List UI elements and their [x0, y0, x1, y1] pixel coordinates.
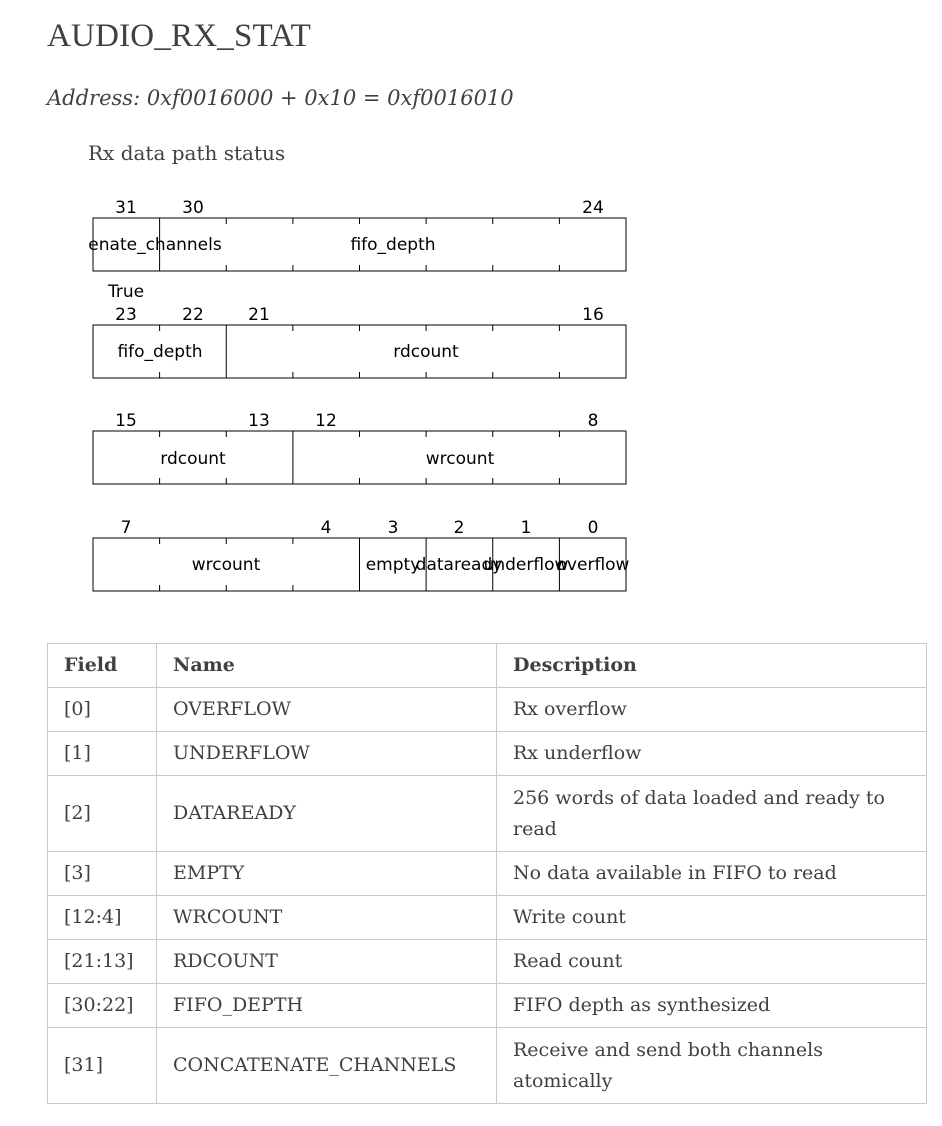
cell-description: Receive and send both channels atomically	[497, 1028, 927, 1104]
cell-description: Rx underflow	[497, 732, 927, 776]
field-label-concatenate-channels: enate_channels	[88, 235, 222, 255]
field-table	[47, 643, 927, 1104]
bit-label-22: 22	[182, 305, 204, 325]
cell-description: Write count	[497, 896, 927, 940]
register-title: AUDIO_RX_STAT	[47, 18, 311, 54]
field-label-overflow: overflow	[556, 555, 630, 575]
table-row	[48, 896, 927, 940]
bitfield-row-2	[93, 305, 626, 378]
table-row	[48, 776, 927, 852]
field-label-rdcount: rdcount	[393, 342, 459, 362]
table-row	[48, 688, 927, 732]
cell-description: Read count	[497, 940, 927, 984]
table-row	[48, 940, 927, 984]
bit-label-13: 13	[248, 411, 270, 431]
field-label-wrcount: wrcount	[425, 449, 495, 469]
field-label-underflow: underflow	[483, 555, 569, 575]
cell-name: UNDERFLOW	[157, 732, 497, 776]
bitfield-row-4	[93, 518, 630, 591]
cell-name: CONCATENATE_CHANNELS	[157, 1028, 497, 1104]
table-header-row	[48, 644, 927, 688]
cell-field: [12:4]	[48, 896, 157, 940]
cell-name: DATAREADY	[157, 776, 497, 852]
bit-label-0: 0	[587, 518, 599, 538]
bit-label-4: 4	[320, 518, 332, 538]
field-label-wrcount: wrcount	[191, 555, 261, 575]
bit-label-2: 2	[453, 518, 465, 538]
column-header-name: Name	[157, 644, 497, 688]
bit-label-12: 12	[315, 411, 337, 431]
column-header-description: Description	[497, 644, 927, 688]
field-label-fifo-depth: fifo_depth	[350, 235, 436, 255]
bit-label-7: 7	[120, 518, 132, 538]
cell-field: [31]	[48, 1028, 157, 1104]
cell-field: [30:22]	[48, 984, 157, 1028]
cell-name: OVERFLOW	[157, 688, 497, 732]
cell-field: [1]	[48, 732, 157, 776]
table-row	[48, 984, 927, 1028]
cell-field: [21:13]	[48, 940, 157, 984]
field-label-fifo-depth: fifo_depth	[117, 342, 203, 362]
cell-field: [3]	[48, 852, 157, 896]
register-description: Rx data path status	[88, 141, 286, 165]
bit-label-23: 23	[115, 305, 137, 325]
bit-label-1: 1	[520, 518, 532, 538]
table-row	[48, 852, 927, 896]
cell-description: 256 words of data loaded and ready to read	[497, 776, 927, 852]
cell-field: [0]	[48, 688, 157, 732]
cell-name: RDCOUNT	[157, 940, 497, 984]
field-label-dataready: dataready	[415, 555, 503, 575]
bit-label-8: 8	[587, 411, 599, 431]
bit-label-21: 21	[248, 305, 270, 325]
bit-label-30: 30	[182, 198, 204, 218]
table-row	[48, 1028, 927, 1104]
field-note-true: True	[107, 282, 145, 302]
cell-description: Rx overflow	[497, 688, 927, 732]
cell-description: FIFO depth as synthesized	[497, 984, 927, 1028]
cell-name: EMPTY	[157, 852, 497, 896]
cell-field: [2]	[48, 776, 157, 852]
register-address: Address: 0xf0016000 + 0x10 = 0xf0016010	[47, 86, 514, 110]
column-header-field: Field	[48, 644, 157, 688]
cell-description: No data available in FIFO to read	[497, 852, 927, 896]
bit-label-31: 31	[115, 198, 137, 218]
field-label-rdcount: rdcount	[160, 449, 226, 469]
cell-name: WRCOUNT	[157, 896, 497, 940]
field-label-empty: empty	[365, 555, 421, 575]
cell-name: FIFO_DEPTH	[157, 984, 497, 1028]
bit-label-16: 16	[582, 305, 604, 325]
bit-label-15: 15	[115, 411, 137, 431]
bitfield-row-3	[93, 411, 626, 484]
bitfield-row-1	[88, 198, 626, 302]
bit-ticks	[160, 325, 560, 378]
bit-label-24: 24	[582, 198, 604, 218]
bit-label-3: 3	[387, 518, 399, 538]
table-row	[48, 732, 927, 776]
